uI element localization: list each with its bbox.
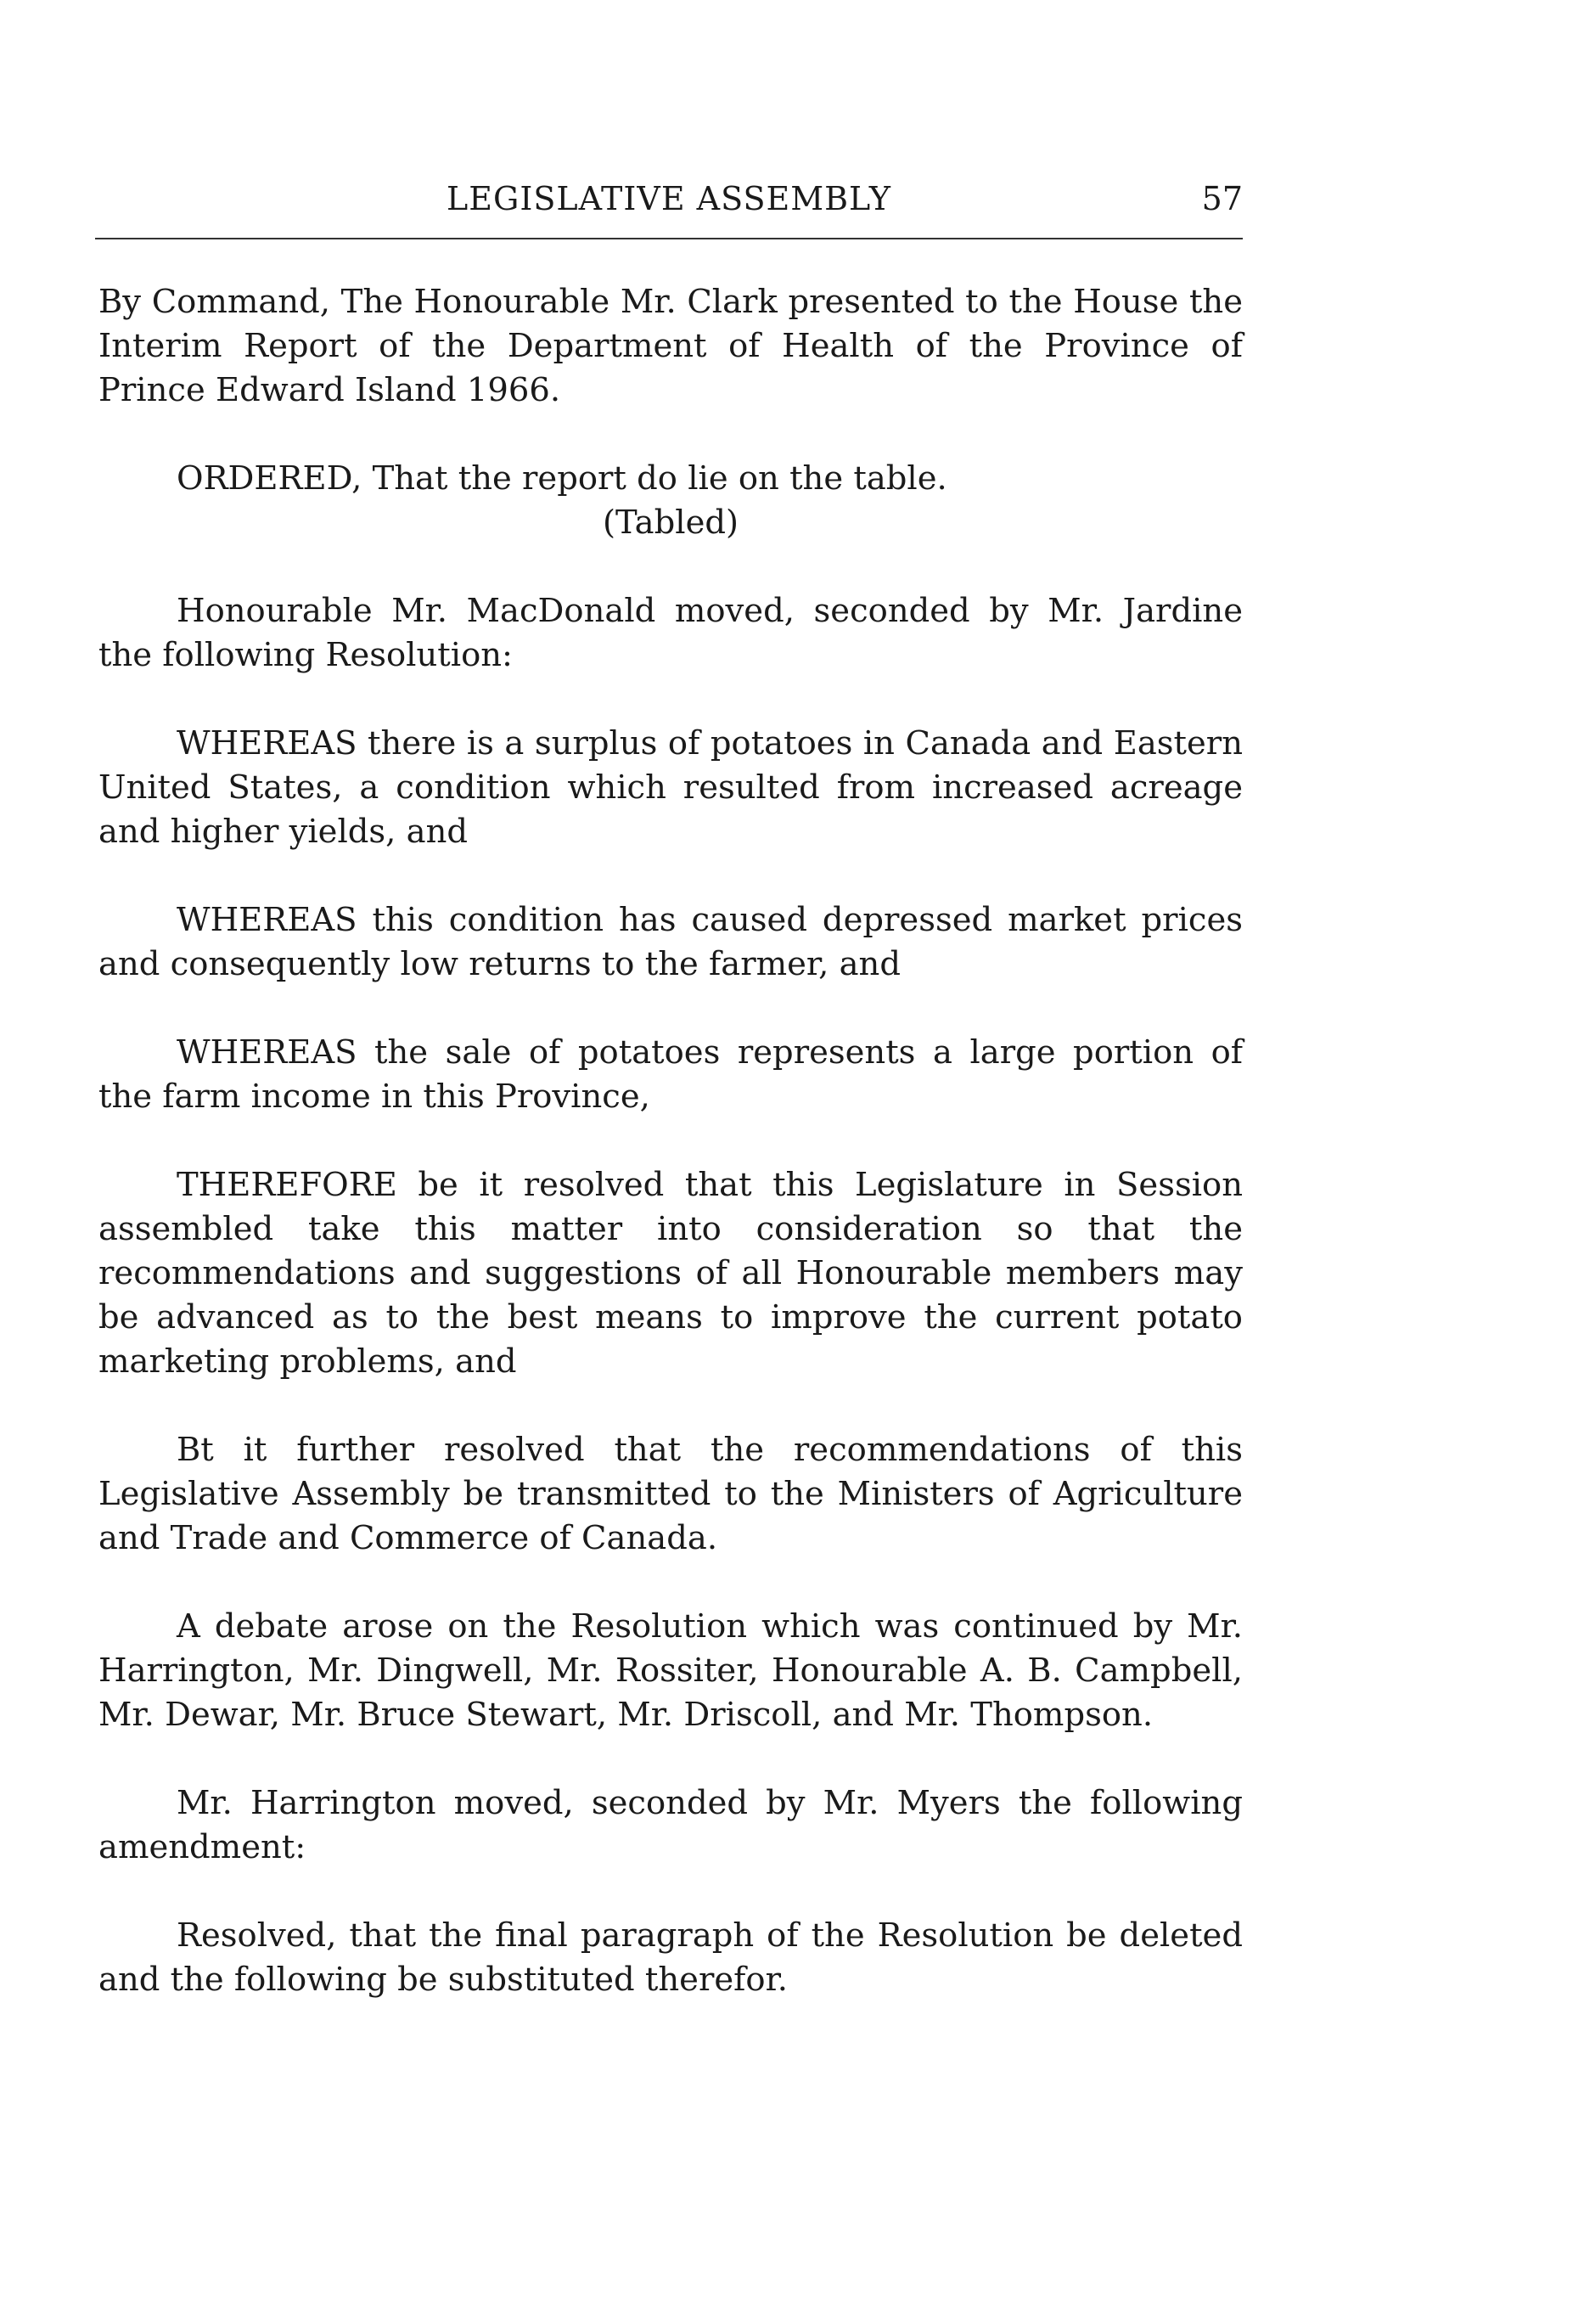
page-number: 57 — [1201, 180, 1243, 217]
paragraph-report-presented: By Command, The Honourable Mr. Clark presented to the House the Interim Report of the Department of Health of the Province of Prince Edward Island 1966. — [98, 283, 1243, 409]
paragraph-whereas-prices: WHEREAS this condition has caused depressed market prices and consequently low returns to the farmer, and — [98, 901, 1243, 983]
header-rule — [95, 238, 1243, 239]
page-header — [95, 180, 1243, 231]
paragraph-further-resolved: Bt it further resolved that the recommendations of this Legislative Assembly be transmitted to the Ministers of Agriculture and Trade and Commerce of Canada. — [98, 1431, 1243, 1557]
paragraph-ordered: ORDERED, That the report do lie on the table. — [177, 459, 947, 498]
running-head: LEGISLATIVE ASSEMBLY — [447, 180, 891, 217]
paragraph-debate: A debate arose on the Resolution which was continued by Mr. Harrington, Mr. Dingwell, Mr. Rossiter, Honourable A. B. Campbell, Mr. Dewar, Mr. Bruce Stewart, Mr. Driscoll, and Mr. Thompson. — [98, 1607, 1243, 1734]
body-text — [98, 280, 1243, 2002]
paragraph-therefore: THEREFORE be it resolved that this Legislature in Session assembled take this matter into consideration so that the recommendations and suggestions of all Honourable members may be advanced as to the best means to improve the current potato marketing problems, and — [98, 1166, 1243, 1381]
paragraph-whereas-surplus: WHEREAS there is a surplus of potatoes in Canada and Eastern United States, a condition which resulted from increased acreage and higher yields, and — [98, 724, 1243, 851]
paragraph-motion: Honourable Mr. MacDonald moved, seconded by Mr. Jardine the following Resolution: — [98, 592, 1243, 674]
paragraph-tabled: (Tabled) — [602, 504, 739, 542]
paragraph-amendment-text: Resolved, that the final paragraph of the Resolution be deleted and the following be substituted therefor. — [98, 1916, 1243, 1999]
paragraph-whereas-income: WHEREAS the sale of potatoes represents a large portion of the farm income in this Province, — [98, 1033, 1243, 1116]
paragraph-amendment-motion: Mr. Harrington moved, seconded by Mr. Myers the following amendment: — [98, 1784, 1243, 1866]
